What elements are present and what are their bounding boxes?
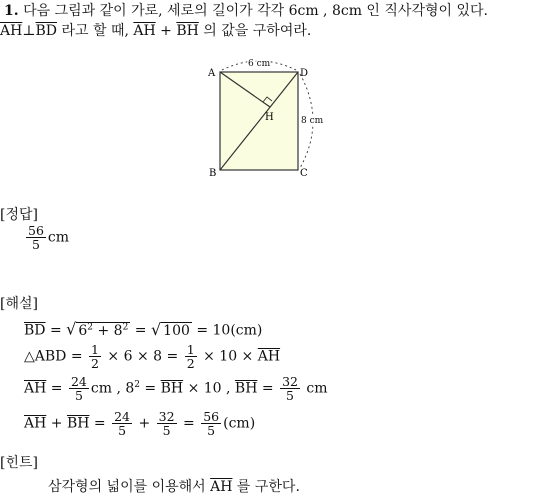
segment-ah: $\overline{AH}$	[24, 380, 47, 397]
solution-line-1	[24, 318, 262, 340]
equals: =	[257, 380, 279, 397]
unit-text: cm	[301, 380, 328, 397]
answer-value	[24, 224, 69, 251]
rad-term-1: 6	[78, 322, 88, 339]
segment-ah: $\overline{AH}$	[257, 348, 281, 365]
unit-text: (cm)	[223, 415, 256, 432]
answer-unit: cm	[47, 229, 70, 246]
segment-ah: $\overline{AH}$	[133, 23, 156, 39]
answer-denominator: 5	[31, 237, 40, 252]
equals: =	[45, 322, 67, 339]
fraction-bh	[280, 375, 300, 402]
label-b: B	[209, 168, 217, 179]
denominator: 2	[186, 356, 195, 371]
plus-sign: +	[46, 415, 67, 432]
fraction-1	[112, 410, 132, 437]
rad-term-2: 8	[113, 322, 123, 339]
equals: =	[46, 380, 67, 397]
answer-fraction	[26, 224, 46, 251]
plus-sign: +	[93, 322, 114, 339]
problem-text-3: 의 값을 구하여라.	[198, 23, 312, 39]
perp-symbol: ⊥	[22, 23, 36, 39]
plus-sign: +	[134, 415, 155, 432]
numerator: 32	[282, 374, 298, 389]
plus-sign: +	[155, 23, 177, 39]
denominator: 5	[162, 423, 171, 438]
numerator: 56	[203, 409, 220, 424]
hint-text-b: 를 구한다.	[232, 479, 300, 495]
fraction-2	[157, 410, 177, 437]
numerator: 1	[186, 342, 195, 357]
solution-heading: [해설]	[0, 296, 38, 312]
solution-line-4	[24, 410, 255, 437]
fraction-half	[89, 343, 101, 370]
denominator: 5	[286, 388, 294, 403]
expr-text: cm , 8	[90, 380, 135, 397]
label-a: A	[208, 68, 216, 79]
segment-bd: $\overline{BD}$	[35, 23, 58, 39]
equals: =	[89, 415, 111, 432]
expr-text: × 10 ,	[183, 380, 235, 397]
fraction-ah	[69, 375, 89, 402]
segment-ah: $\overline{AH}$	[210, 479, 233, 495]
sqrt-100: √ 100	[150, 319, 190, 339]
denominator: 5	[74, 388, 83, 403]
hint-text	[48, 478, 300, 496]
answer-numerator: 56	[28, 223, 44, 238]
label-c: C	[300, 168, 308, 179]
equals: =	[130, 322, 151, 339]
equals: =	[139, 380, 161, 397]
hint-heading: [힌트]	[0, 455, 38, 471]
equals: =	[178, 415, 200, 432]
exponent: 2	[87, 322, 94, 332]
segment-bd: $\overline{BD}$	[24, 322, 46, 339]
triangle-abd: △ABD =	[24, 348, 88, 365]
height-label: 8 cm	[301, 116, 324, 126]
denominator: 5	[207, 423, 216, 438]
solution-line-3	[24, 375, 328, 402]
segment-bh: $\overline{BH}$	[66, 415, 90, 432]
numerator: 24	[114, 409, 131, 424]
numerator: 32	[158, 409, 175, 424]
segment-ah: $\overline{AH}$	[0, 23, 23, 39]
segment-bh: $\overline{BH}$	[176, 23, 199, 39]
result-text: = 10(cm)	[191, 322, 263, 339]
expr-text: × 6 × 8 =	[102, 348, 183, 365]
segment-ah: $\overline{AH}$	[24, 415, 47, 432]
hint-text-a: 삼각형의 넓이를 이용해서	[48, 479, 211, 495]
answer-heading: [정답]	[0, 207, 38, 223]
expr-text: × 10 ×	[198, 348, 258, 365]
problem-text-2: 라고 할 때,	[57, 23, 134, 39]
fraction-3	[201, 410, 221, 437]
exponent: 2	[122, 322, 129, 332]
problem-number: 1.	[4, 3, 19, 19]
label-d: D	[300, 68, 309, 79]
rad-term-3: 100	[163, 322, 190, 339]
denominator: 2	[91, 356, 99, 371]
width-label: 6 cm	[248, 59, 271, 69]
fraction-half	[185, 343, 197, 370]
sqrt-expression: √ $6^2 + 8^2$	[66, 319, 129, 339]
exponent: 2	[134, 379, 140, 390]
numerator: 1	[91, 342, 99, 357]
label-h: H	[265, 112, 274, 123]
problem-text-1: 다음 그림과 같이 가로, 세로의 길이가 각각 6cm , 8cm 인 직사각형이 있다.	[23, 3, 488, 19]
numerator: 24	[70, 374, 87, 389]
denominator: 5	[118, 423, 127, 438]
segment-bh: $\overline{BH}$	[160, 380, 184, 397]
solution-line-2	[24, 343, 280, 370]
segment-bh: $\overline{BH}$	[234, 380, 258, 397]
